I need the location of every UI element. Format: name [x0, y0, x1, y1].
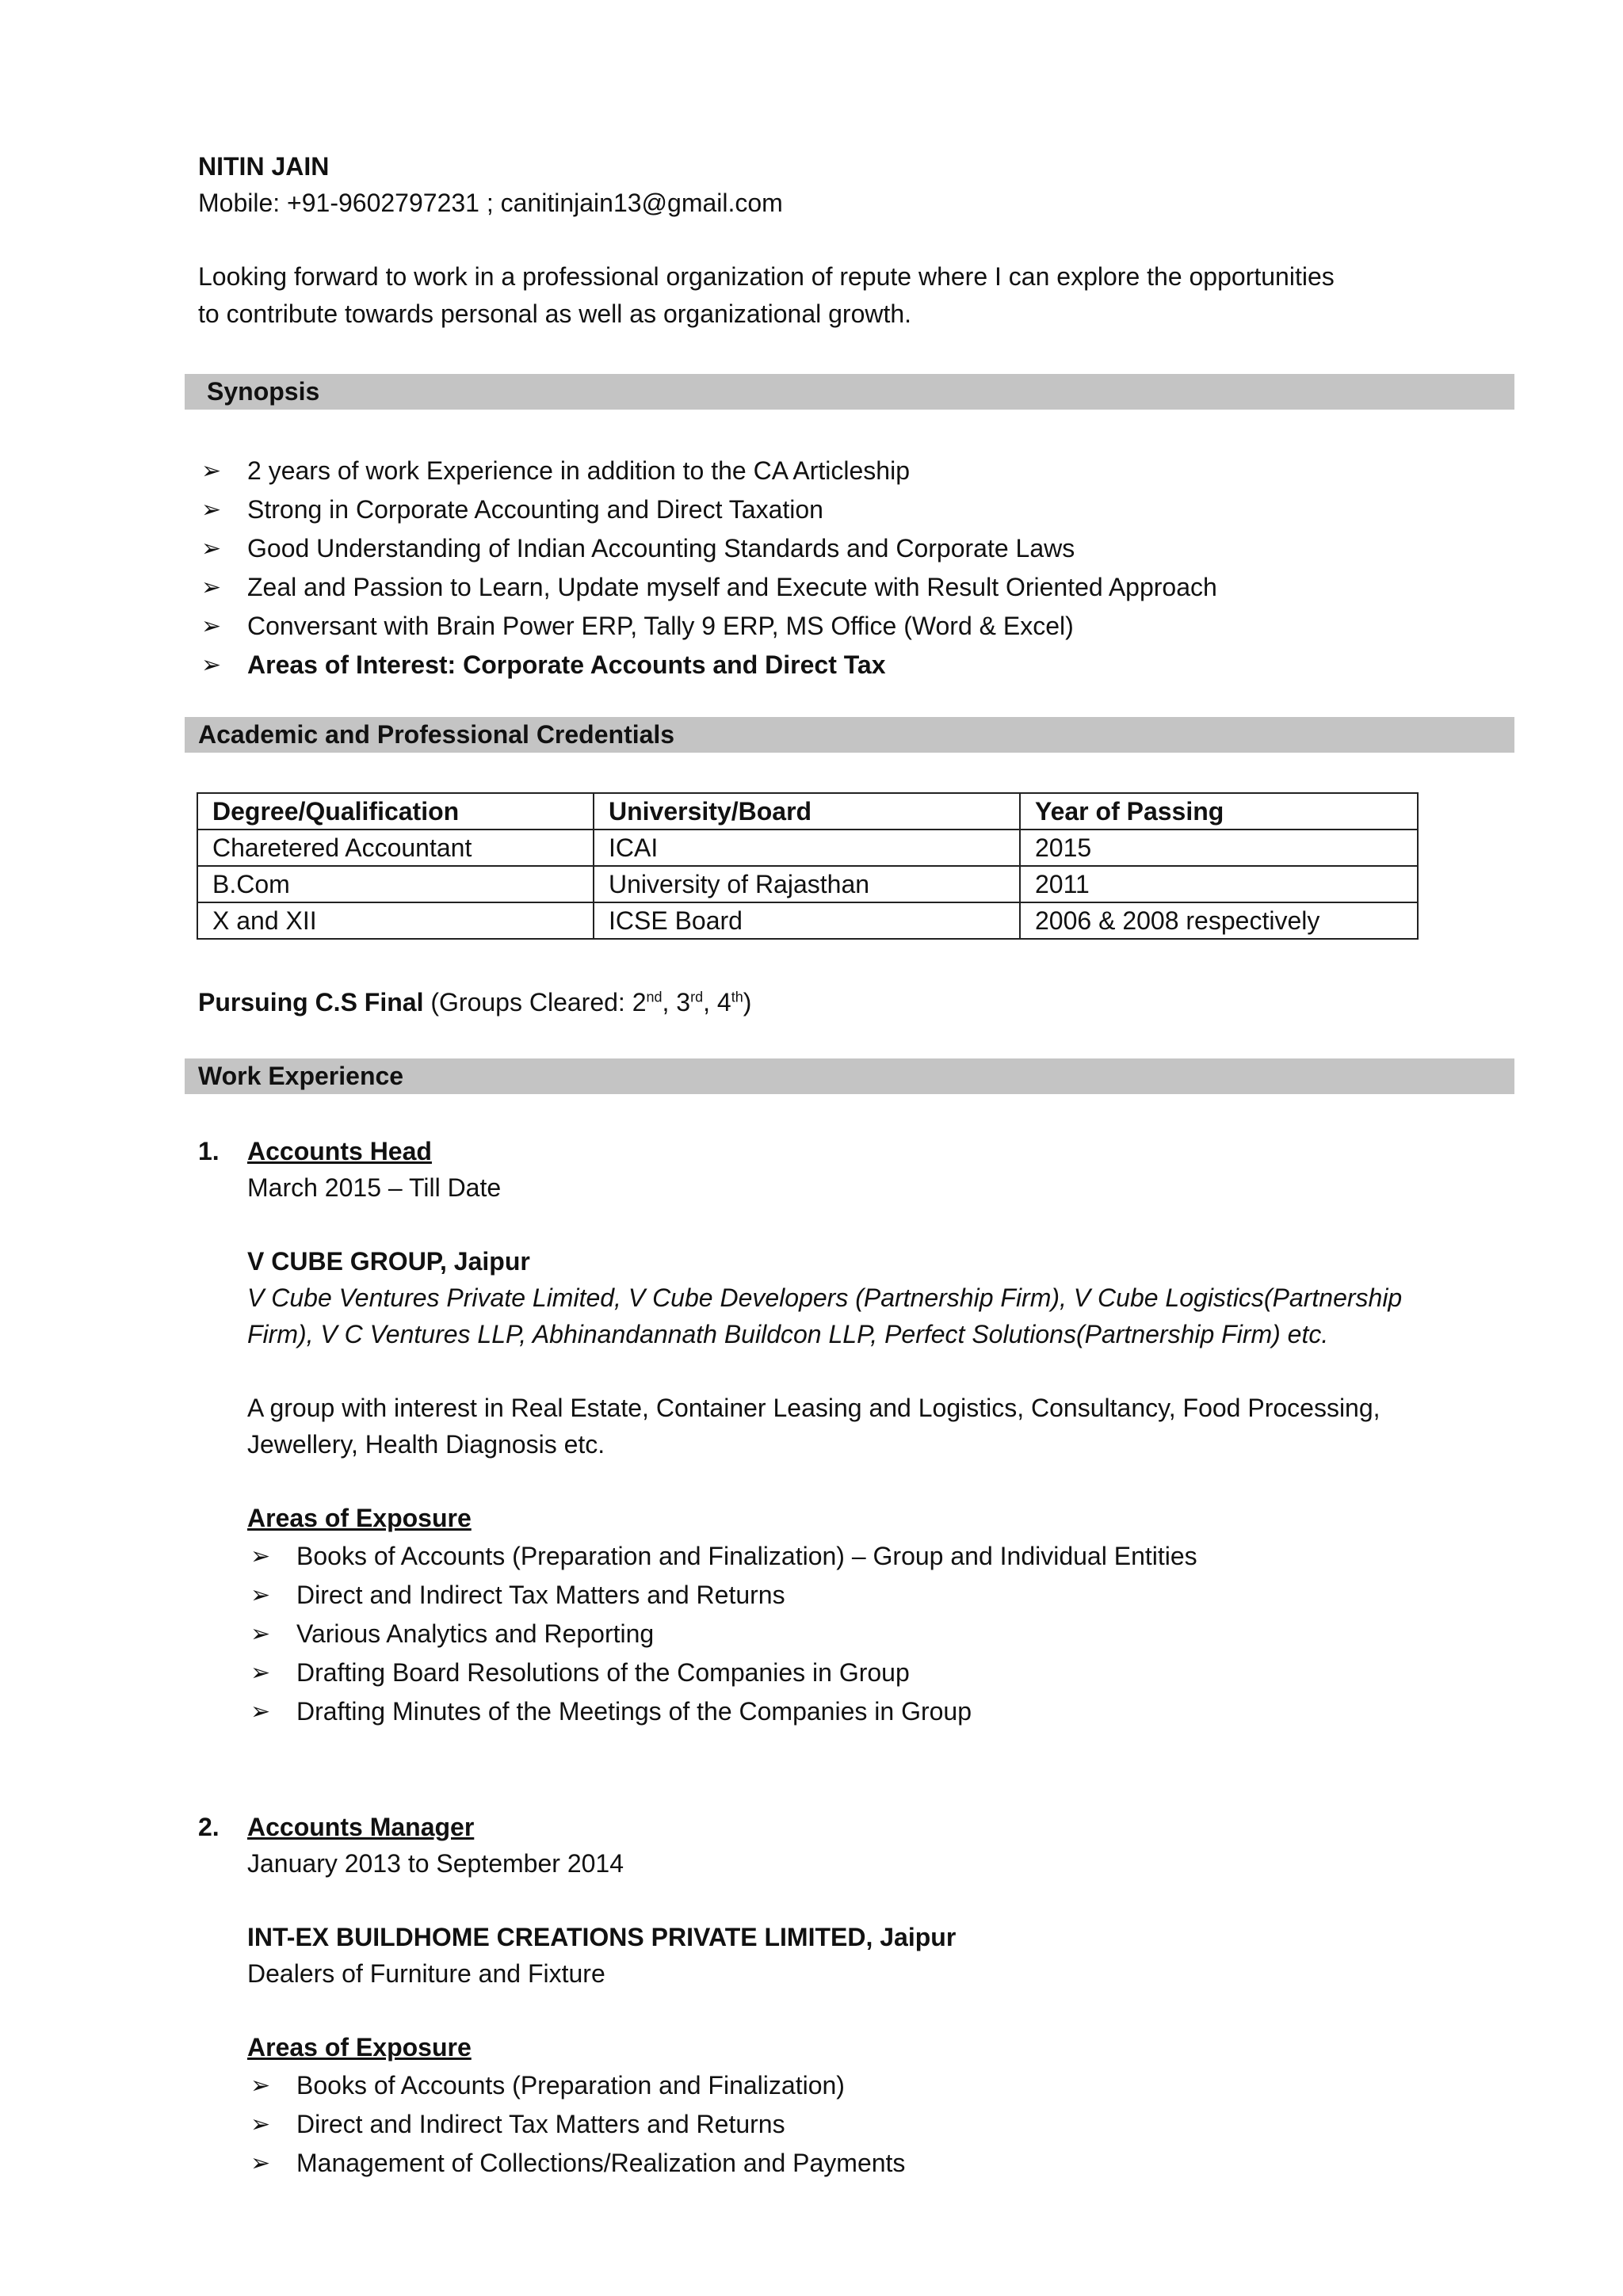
arrow-bullet-icon: ➢ — [250, 1660, 271, 1686]
exposure-item: ➢ Drafting Minutes of the Meetings of the Companies in Group — [247, 1692, 1515, 1731]
arrow-bullet-icon: ➢ — [250, 2150, 271, 2176]
table-cell: 2015 — [1020, 830, 1418, 866]
table-cell: ICSE Board — [594, 902, 1020, 939]
job-role: Accounts Head — [247, 1137, 432, 1165]
exposure-list — [247, 2066, 1515, 2183]
exposure-item: ➢ Books of Accounts (Preparation and Finalization) – Group and Individual Entities — [247, 1537, 1515, 1576]
objective-line-1: Looking forward to work in a professional organization of repute where I can explore the opportunities — [198, 262, 1335, 291]
synopsis-item: ➢ Good Understanding of Indian Accounting Standards and Corporate Laws — [198, 529, 1514, 568]
exposure-item: ➢ Books of Accounts (Preparation and Finalization) — [247, 2066, 1515, 2105]
table-row — [197, 866, 1418, 902]
exposure-item: ➢ Drafting Board Resolutions of the Companies in Group — [247, 1653, 1515, 1692]
candidate-name: NITIN JAIN — [198, 152, 330, 181]
exposure-heading: Areas of Exposure — [247, 2033, 472, 2061]
synopsis-item: ➢ Zeal and Passion to Learn, Update myself and Execute with Result Oriented Approach — [198, 568, 1514, 607]
arrow-bullet-icon: ➢ — [250, 1582, 271, 1608]
job-number: 2. — [198, 1813, 220, 1841]
column-header: University/Board — [594, 793, 1020, 830]
job-company: V CUBE GROUP, Jaipur — [247, 1247, 530, 1276]
table-cell: X and XII — [197, 902, 594, 939]
synopsis-list — [198, 452, 1514, 685]
table-header-row — [197, 793, 1418, 830]
arrow-bullet-icon: ➢ — [201, 536, 222, 562]
arrow-bullet-icon: ➢ — [250, 2111, 271, 2138]
exposure-list — [247, 1537, 1515, 1731]
exposure-item: ➢ Management of Collections/Realization and Payments — [247, 2144, 1515, 2183]
table-cell: ICAI — [594, 830, 1020, 866]
objective-line-2: to contribute towards personal as well as organizational growth. — [198, 299, 912, 328]
exposure-heading: Areas of Exposure — [247, 1504, 472, 1532]
job-entities-line-1: V Cube Ventures Private Limited, V Cube Developers (Partnership Firm), V Cube Logistics(Partnership — [247, 1283, 1403, 1312]
column-header: Year of Passing — [1020, 793, 1418, 830]
job-description-line-1: Dealers of Furniture and Fixture — [247, 1959, 605, 1988]
table-cell: University of Rajasthan — [594, 866, 1020, 902]
arrow-bullet-icon: ➢ — [201, 497, 222, 523]
job-period: March 2015 – Till Date — [247, 1173, 502, 1202]
synopsis-item: ➢ Conversant with Brain Power ERP, Tally 9 ERP, MS Office (Word & Excel) — [198, 607, 1514, 646]
credentials-heading: Academic and Professional Credentials — [185, 717, 1514, 753]
synopsis-heading: Synopsis — [185, 374, 1514, 410]
synopsis-item: ➢ Areas of Interest: Corporate Accounts and Direct Tax — [198, 646, 1514, 685]
work-experience-heading: Work Experience — [185, 1058, 1514, 1094]
exposure-item: ➢ Various Analytics and Reporting — [247, 1615, 1515, 1653]
arrow-bullet-icon: ➢ — [201, 613, 222, 639]
table-cell: 2011 — [1020, 866, 1418, 902]
job-number: 1. — [198, 1137, 220, 1165]
exposure-item: ➢ Direct and Indirect Tax Matters and Returns — [247, 1576, 1515, 1615]
synopsis-item: ➢ Strong in Corporate Accounting and Direct Taxation — [198, 490, 1514, 529]
table-row — [197, 830, 1418, 866]
contact-line: Mobile: +91-9602797231 ; canitinjain13@gmail.com — [198, 189, 783, 217]
table-cell: B.Com — [197, 866, 594, 902]
job-role: Accounts Manager — [247, 1813, 475, 1841]
column-header: Degree/Qualification — [197, 793, 594, 830]
arrow-bullet-icon: ➢ — [250, 1543, 271, 1569]
arrow-bullet-icon: ➢ — [201, 652, 222, 678]
job-entities-line-2: Firm), V C Ventures LLP, Abhinandannath Buildcon LLP, Perfect Solutions(Partnership Firm) etc. — [247, 1320, 1329, 1348]
job-description-line-2: Jewellery, Health Diagnosis etc. — [247, 1430, 605, 1459]
arrow-bullet-icon: ➢ — [250, 2073, 271, 2099]
job-company: INT-EX BUILDHOME CREATIONS PRIVATE LIMITED, Jaipur — [247, 1923, 957, 1951]
arrow-bullet-icon: ➢ — [250, 1621, 271, 1647]
exposure-item: ➢ Direct and Indirect Tax Matters and Returns — [247, 2105, 1515, 2144]
arrow-bullet-icon: ➢ — [201, 458, 222, 484]
pursuing-line: Pursuing C.S Final (Groups Cleared: 2nd, 3rd, 4th) — [198, 988, 752, 1016]
credentials-table — [197, 792, 1419, 940]
arrow-bullet-icon: ➢ — [250, 1699, 271, 1725]
synopsis-item: ➢ 2 years of work Experience in addition to the CA Articleship — [198, 452, 1514, 490]
table-cell: Charetered Accountant — [197, 830, 594, 866]
table-cell: 2006 & 2008 respectively — [1020, 902, 1418, 939]
table-row — [197, 902, 1418, 939]
job-description-line-1: A group with interest in Real Estate, Container Leasing and Logistics, Consultancy, Food Processing, — [247, 1394, 1381, 1422]
arrow-bullet-icon: ➢ — [201, 574, 222, 601]
job-period: January 2013 to September 2014 — [247, 1849, 624, 1878]
